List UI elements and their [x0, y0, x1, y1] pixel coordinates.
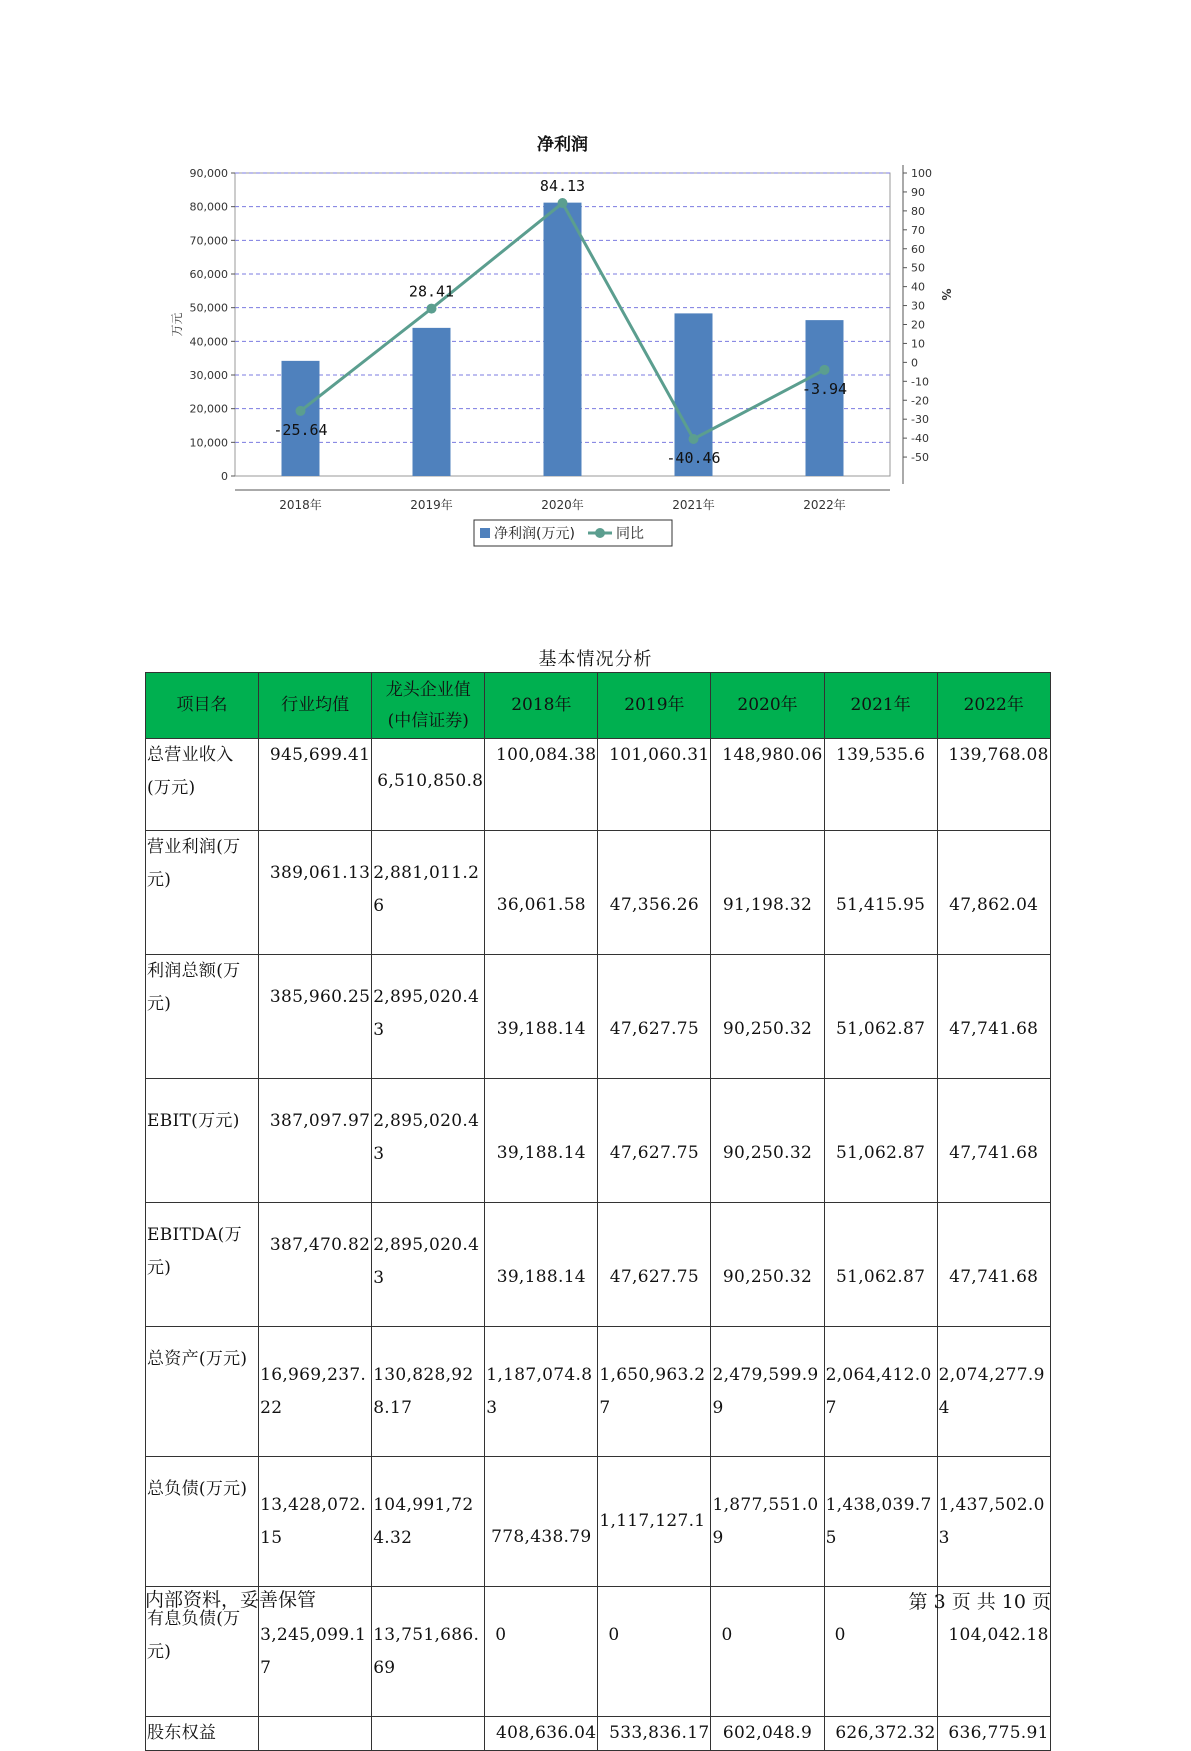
y-tick-label: 40,000: [189, 335, 228, 349]
cell-2021: 139,535.6: [824, 739, 937, 831]
cell-leader: 130,828,928.17: [372, 1327, 485, 1457]
cell-2020: 90,250.32: [711, 1203, 824, 1327]
legend-swatch-bar: [480, 528, 490, 538]
y-tick-label: 50,000: [189, 301, 228, 315]
yoy-point: [558, 198, 568, 208]
data-label: -40.46: [666, 448, 721, 467]
header-2021: 2021年: [824, 673, 937, 739]
y-tick-label: 80,000: [189, 200, 228, 214]
table-row: [146, 831, 1051, 955]
y2-tick-label: 100: [911, 167, 932, 180]
table-caption: 基本情况分析: [538, 649, 653, 670]
cell-2022: 2,074,277.94: [937, 1327, 1050, 1457]
table-row: [146, 1079, 1051, 1203]
cell-2020: 90,250.32: [711, 1079, 824, 1203]
yoy-point: [427, 304, 437, 314]
header-item: 项目名: [146, 673, 259, 739]
header-industry-avg: 行业均值: [259, 673, 372, 739]
cell-2018: 36,061.58: [485, 831, 598, 955]
x-tick-label: 2021年: [672, 498, 715, 512]
y2-tick-label: -50: [911, 451, 929, 465]
x-tick-label: 2020年: [541, 498, 584, 512]
cell-2019: 47,356.26: [598, 831, 711, 955]
data-label: -3.94: [801, 379, 848, 398]
yoy-point: [689, 434, 699, 444]
header-2018: 2018年: [485, 673, 598, 739]
legend-swatch-marker: [595, 528, 605, 538]
x-tick-label: 2018年: [279, 498, 322, 512]
y2-tick-label: -10: [911, 375, 929, 389]
cell-2018: 778,438.79: [485, 1457, 598, 1587]
cell-2018: 39,188.14: [485, 955, 598, 1079]
cell-leader: 2,895,020.43: [372, 1079, 485, 1203]
y-tick-label: 90,000: [189, 167, 228, 180]
cell-2019: 47,627.75: [598, 955, 711, 1079]
cell-2022: 47,862.04: [937, 831, 1050, 955]
table-row: [146, 1717, 1051, 1751]
cell-2021: 0: [824, 1587, 937, 1717]
y-tick-label: 60,000: [189, 268, 228, 281]
y-tick-label: 10,000: [189, 436, 228, 450]
cell-2022: 47,741.68: [937, 955, 1050, 1079]
y2-tick-label: -40: [911, 432, 929, 446]
legend-label-line: 同比: [616, 526, 644, 542]
cell-2022: 104,042.18: [937, 1587, 1050, 1717]
cell-avg: 945,699.41: [259, 739, 372, 831]
cell-2018: 1,187,074.83: [485, 1327, 598, 1457]
cell-2020: 1,877,551.09: [711, 1457, 824, 1587]
cell-avg: 385,960.25: [259, 955, 372, 1079]
row-label: EBITDA(万元): [146, 1203, 259, 1327]
header-2022: 2022年: [937, 673, 1050, 739]
y2-tick-label: 50: [911, 261, 925, 275]
footer-confidential: 内部资料，妥善保管: [145, 1589, 317, 1611]
y2-tick-label: 10: [911, 337, 925, 351]
header-leader: 龙头企业值(中信证券): [372, 673, 485, 739]
cell-2019: 47,627.75: [598, 1079, 711, 1203]
x-tick-label: 2019年: [410, 498, 453, 512]
cell-2018: 39,188.14: [485, 1203, 598, 1327]
bar: [413, 328, 451, 476]
cell-2018: 100,084.38: [485, 739, 598, 831]
y2-tick-label: -30: [911, 413, 929, 427]
footer-page-number: 第 3 页 共 10 页: [908, 1591, 1051, 1613]
cell-2020: 0: [711, 1587, 824, 1717]
cell-2021: 51,415.95: [824, 831, 937, 955]
cell-2019: 1,650,963.27: [598, 1327, 711, 1457]
bar: [282, 361, 320, 476]
y2-tick-label: 80: [911, 204, 925, 218]
y2-tick-label: 0: [911, 356, 918, 370]
cell-avg: 3,245,099.17: [259, 1587, 372, 1717]
y2-tick-label: -20: [911, 394, 929, 408]
cell-avg: 387,097.97: [259, 1079, 372, 1203]
data-label: 84.13: [539, 177, 586, 196]
header-2019: 2019年: [598, 673, 711, 739]
data-label: 28.41: [408, 282, 455, 301]
cell-2021: 2,064,412.07: [824, 1327, 937, 1457]
legend-label-bar: 净利润(万元): [494, 526, 575, 542]
cell-2019: 533,836.17: [598, 1717, 711, 1751]
cell-avg: [259, 1717, 372, 1751]
cell-2021: 1,438,039.75: [824, 1457, 937, 1587]
y2-tick-label: 60: [911, 242, 925, 256]
y2-tick-label: 90: [911, 185, 925, 199]
cell-2020: 91,198.32: [711, 831, 824, 955]
cell-2019: 101,060.31: [598, 739, 711, 831]
header-2020: 2020年: [711, 673, 824, 739]
row-label: 总营业收入(万元): [146, 739, 259, 831]
cell-2021: 51,062.87: [824, 1079, 937, 1203]
table-row: [146, 739, 1051, 831]
cell-2018: 39,188.14: [485, 1079, 598, 1203]
yoy-point: [296, 406, 306, 416]
bar: [806, 320, 844, 476]
x-tick-label: 2022年: [803, 498, 846, 512]
y-tick-label: 70,000: [189, 234, 228, 248]
cell-2020: 2,479,599.99: [711, 1327, 824, 1457]
cell-leader: 6,510,850.8: [372, 739, 485, 831]
cell-2020: 90,250.32: [711, 955, 824, 1079]
cell-2018: 0: [485, 1587, 598, 1717]
row-label: 总资产(万元): [146, 1327, 259, 1457]
cell-2022: 47,741.68: [937, 1079, 1050, 1203]
y-tick-label: 30,000: [189, 369, 228, 382]
y-axis-label: 万元: [170, 312, 184, 337]
cell-leader: 2,895,020.43: [372, 955, 485, 1079]
table-header-row: [146, 673, 1051, 739]
row-label: EBIT(万元): [146, 1079, 259, 1203]
cell-2021: 51,062.87: [824, 1203, 937, 1327]
table-row: [146, 955, 1051, 1079]
cell-2022: 47,741.68: [937, 1203, 1050, 1327]
cell-leader: 2,881,011.26: [372, 831, 485, 955]
table-row: [146, 1457, 1051, 1587]
y2-axis-label: %: [939, 288, 953, 301]
yoy-point: [820, 365, 830, 375]
y2-tick-label: 40: [911, 280, 925, 294]
cell-2020: 148,980.06: [711, 739, 824, 831]
net-profit-chart: [170, 135, 970, 595]
cell-2020: 602,048.9: [711, 1717, 824, 1751]
cell-avg: 389,061.13: [259, 831, 372, 955]
bar: [544, 203, 582, 476]
cell-2021: 51,062.87: [824, 955, 937, 1079]
row-label: 营业利润(万元): [146, 831, 259, 955]
cell-leader: 104,991,724.32: [372, 1457, 485, 1587]
table-row: [146, 1203, 1051, 1327]
table-row: [146, 1327, 1051, 1457]
cell-2022: 139,768.08: [937, 739, 1050, 831]
cell-avg: 16,969,237.22: [259, 1327, 372, 1457]
y2-tick-label: 20: [911, 318, 925, 332]
row-label: 总负债(万元): [146, 1457, 259, 1587]
cell-avg: 13,428,072.15: [259, 1457, 372, 1587]
y-tick-label: 0: [221, 470, 228, 483]
row-label: 股东权益: [146, 1717, 259, 1751]
data-label: -25.64: [273, 420, 328, 439]
cell-2019: 0: [598, 1587, 711, 1717]
cell-avg: 387,470.82: [259, 1203, 372, 1327]
y2-tick-label: 70: [911, 223, 925, 237]
cell-2022: 636,775.91: [937, 1717, 1050, 1751]
cell-2019: 1,117,127.1: [598, 1457, 711, 1587]
cell-2019: 47,627.75: [598, 1203, 711, 1327]
chart-title: 净利润: [537, 135, 588, 155]
cell-leader: 2,895,020.43: [372, 1203, 485, 1327]
cell-leader: 13,751,686.69: [372, 1587, 485, 1717]
cell-leader: [372, 1717, 485, 1751]
cell-2022: 1,437,502.03: [937, 1457, 1050, 1587]
cell-2021: 626,372.32: [824, 1717, 937, 1751]
y-tick-label: 20,000: [189, 402, 228, 416]
row-label: 有息负债(万元): [146, 1587, 259, 1717]
row-label: 利润总额(万元): [146, 955, 259, 1079]
cell-2018: 408,636.04: [485, 1717, 598, 1751]
y2-tick-label: 30: [911, 299, 925, 313]
